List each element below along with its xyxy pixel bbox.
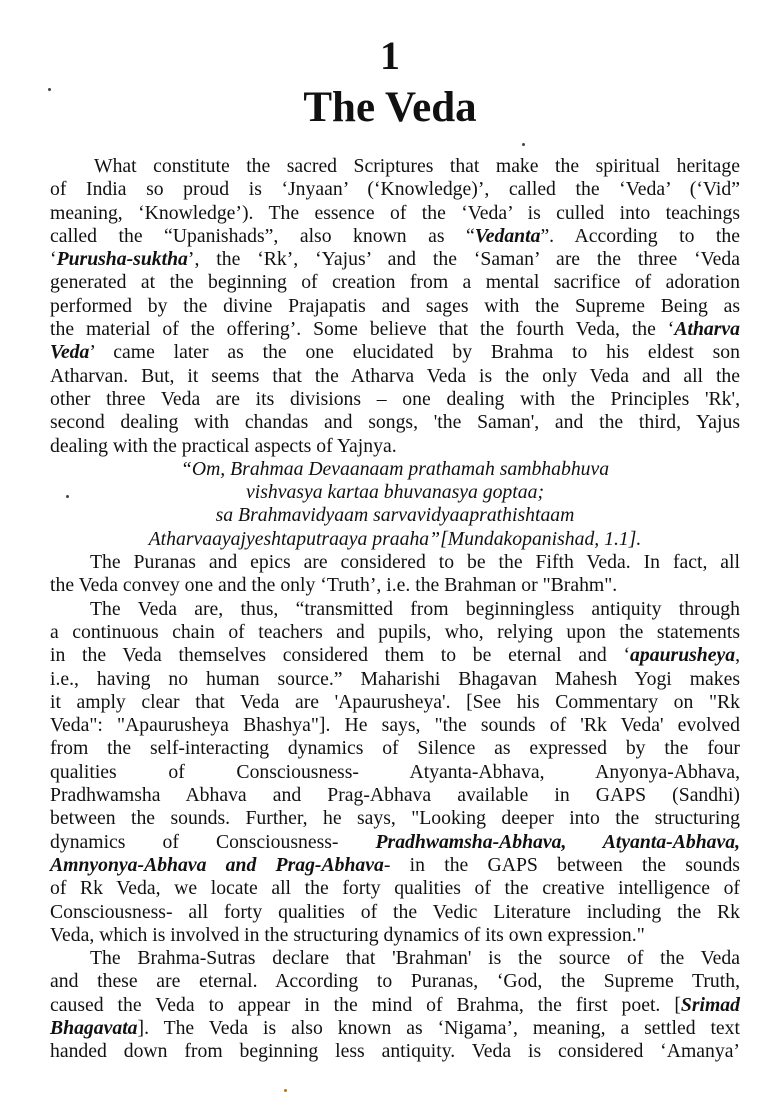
text-line: dealing with the practical aspects of Yajnya.: [50, 434, 397, 457]
emphasis: Purusha-suktha: [56, 248, 188, 271]
verse-line: “Om, Brahmaa Devaanaam prathamah sambhabhuva: [180, 457, 610, 480]
text-line: ‘Purusha-suktha’, the ‘Rk’, ‘Yajus’ and the ‘Saman’ are the three ‘Veda: [50, 248, 740, 271]
emphasis: Atharva: [674, 318, 740, 341]
text-line: and these are eternal. According to Puranas, ‘God, the Supreme Truth,: [50, 970, 740, 993]
text-line: the material of the offering’. Some believe that the fourth Veda, the ‘Atharva: [50, 318, 740, 341]
text-line: Veda": "Apaurusheya Bhashya"]. He says, "the sounds of 'Rk Veda' evolved: [50, 714, 740, 737]
text-line: a continuous chain of teachers and pupils, who, relying upon the statements: [50, 620, 740, 643]
text-line: Pradhwamsha Abhava and Prag-Abhava available in GAPS (Sandhi): [50, 784, 740, 807]
text-line: What constitute the sacred Scriptures that make the spiritual heritage: [94, 155, 740, 177]
verse-line: vishvasya kartaa bhuvanasya goptaa;: [246, 481, 544, 504]
speck-mark: [66, 495, 69, 498]
text-line: The Puranas and epics are considered to be the Fifth Veda. In fact, all: [90, 551, 740, 574]
verse-line: sa Brahmavidyaam sarvavidyaaprathishtaam: [215, 504, 575, 527]
text-line: second dealing with chandas and songs, 'the Saman', and the third, Yajus: [50, 411, 740, 434]
text-line: The Brahma-Sutras declare that 'Brahman' is the source of the Veda: [90, 947, 740, 970]
text-line: The Veda are, thus, “transmitted from beginningless antiquity through: [90, 597, 740, 620]
emphasis: Pradhwamsha-Abhava, Atyanta-Abhava,: [375, 830, 740, 853]
speck-mark: [48, 88, 51, 91]
text-line: it amply clear that Veda are 'Apaurusheya'. [See his Commentary on "Rk: [50, 690, 740, 713]
text-line: in the Veda themselves considered them to be eternal and ‘apaurusheya,: [50, 644, 740, 667]
chapter-number: 1: [380, 33, 400, 78]
text-line: from the self-interacting dynamics of Silence as expressed by the four: [50, 737, 740, 760]
speck-mark: [522, 143, 525, 146]
text-line: Veda, which is involved in the structuring dynamics of its own expression.": [50, 923, 645, 946]
verse-citation: Atharvaayajyeshtaputraaya praaha”[Mundakopanishad, 1.1].: [148, 527, 642, 550]
emphasis: Srimad: [680, 993, 740, 1016]
body-text: [50, 155, 740, 1064]
text-line: the Veda convey one and the only ‘Truth’, i.e. the Brahman or "Brahm".: [50, 574, 618, 597]
text-line: Atharvan. But, it seems that the Atharva Veda is the only Veda and all the: [50, 364, 740, 387]
text-line: i.e., having no human source.” Maharishi Bhagavan Mahesh Yogi makes: [50, 667, 740, 690]
text-line: caused the Veda to appear in the mind of Brahma, the first poet. [Srimad: [50, 993, 740, 1016]
text-line: of Rk Veda, we locate all the forty qualities of the creative intelligence of: [50, 877, 740, 900]
emphasis: Bhagavata: [50, 1016, 138, 1039]
text-line: generated at the beginning of creation from a mental sacrifice of adoration: [50, 271, 740, 294]
text-line: Veda’ came later as the one elucidated by Brahma to his eldest son: [50, 341, 740, 364]
text-line: Consciousness- all forty qualities of the Vedic Literature including the Rk: [50, 900, 740, 923]
text-line: qualities of Consciousness- Atyanta-Abhava, Anyonya-Abhava,: [50, 760, 740, 783]
text-line: other three Veda are its divisions – one dealing with the Principles 'Rk',: [50, 387, 740, 410]
emphasis: apaurusheya: [630, 644, 736, 667]
chapter-title: The Veda: [303, 84, 477, 131]
emphasis: Vedanta: [474, 224, 541, 247]
text-line: Bhagavata]. The Veda is also known as ‘Nigama’, meaning, a settled text: [50, 1016, 740, 1039]
text-line: handed down from beginning less antiquity. Veda is considered ‘Amanya’: [50, 1040, 740, 1063]
text-line: meaning, ‘Knowledge’). The essence of the ‘Veda’ is culled into teachings: [50, 201, 740, 224]
text-line: of India so proud is ‘Jnyaan’ (‘Knowledge)’, called the ‘Veda’ (‘Vid”: [50, 178, 740, 201]
text-line: Amnyonya-Abhava and Prag-Abhava- in the GAPS between the sounds: [50, 853, 740, 876]
speck-mark: [284, 1089, 287, 1092]
text-line: between the sounds. Further, he says, "Looking deeper into the structuring: [50, 807, 740, 830]
text-line: called the “Upanishads”, also known as “Vedanta”. According to the: [50, 224, 740, 247]
emphasis: Veda: [50, 341, 90, 364]
text-line: dynamics of Consciousness- Pradhwamsha-Abhava, Atyanta-Abhava,: [50, 830, 740, 853]
text-line: performed by the divine Prajapatis and sages with the Supreme Being as: [50, 294, 740, 317]
emphasis: Amnyonya-Abhava and Prag-Abhava: [50, 853, 384, 876]
